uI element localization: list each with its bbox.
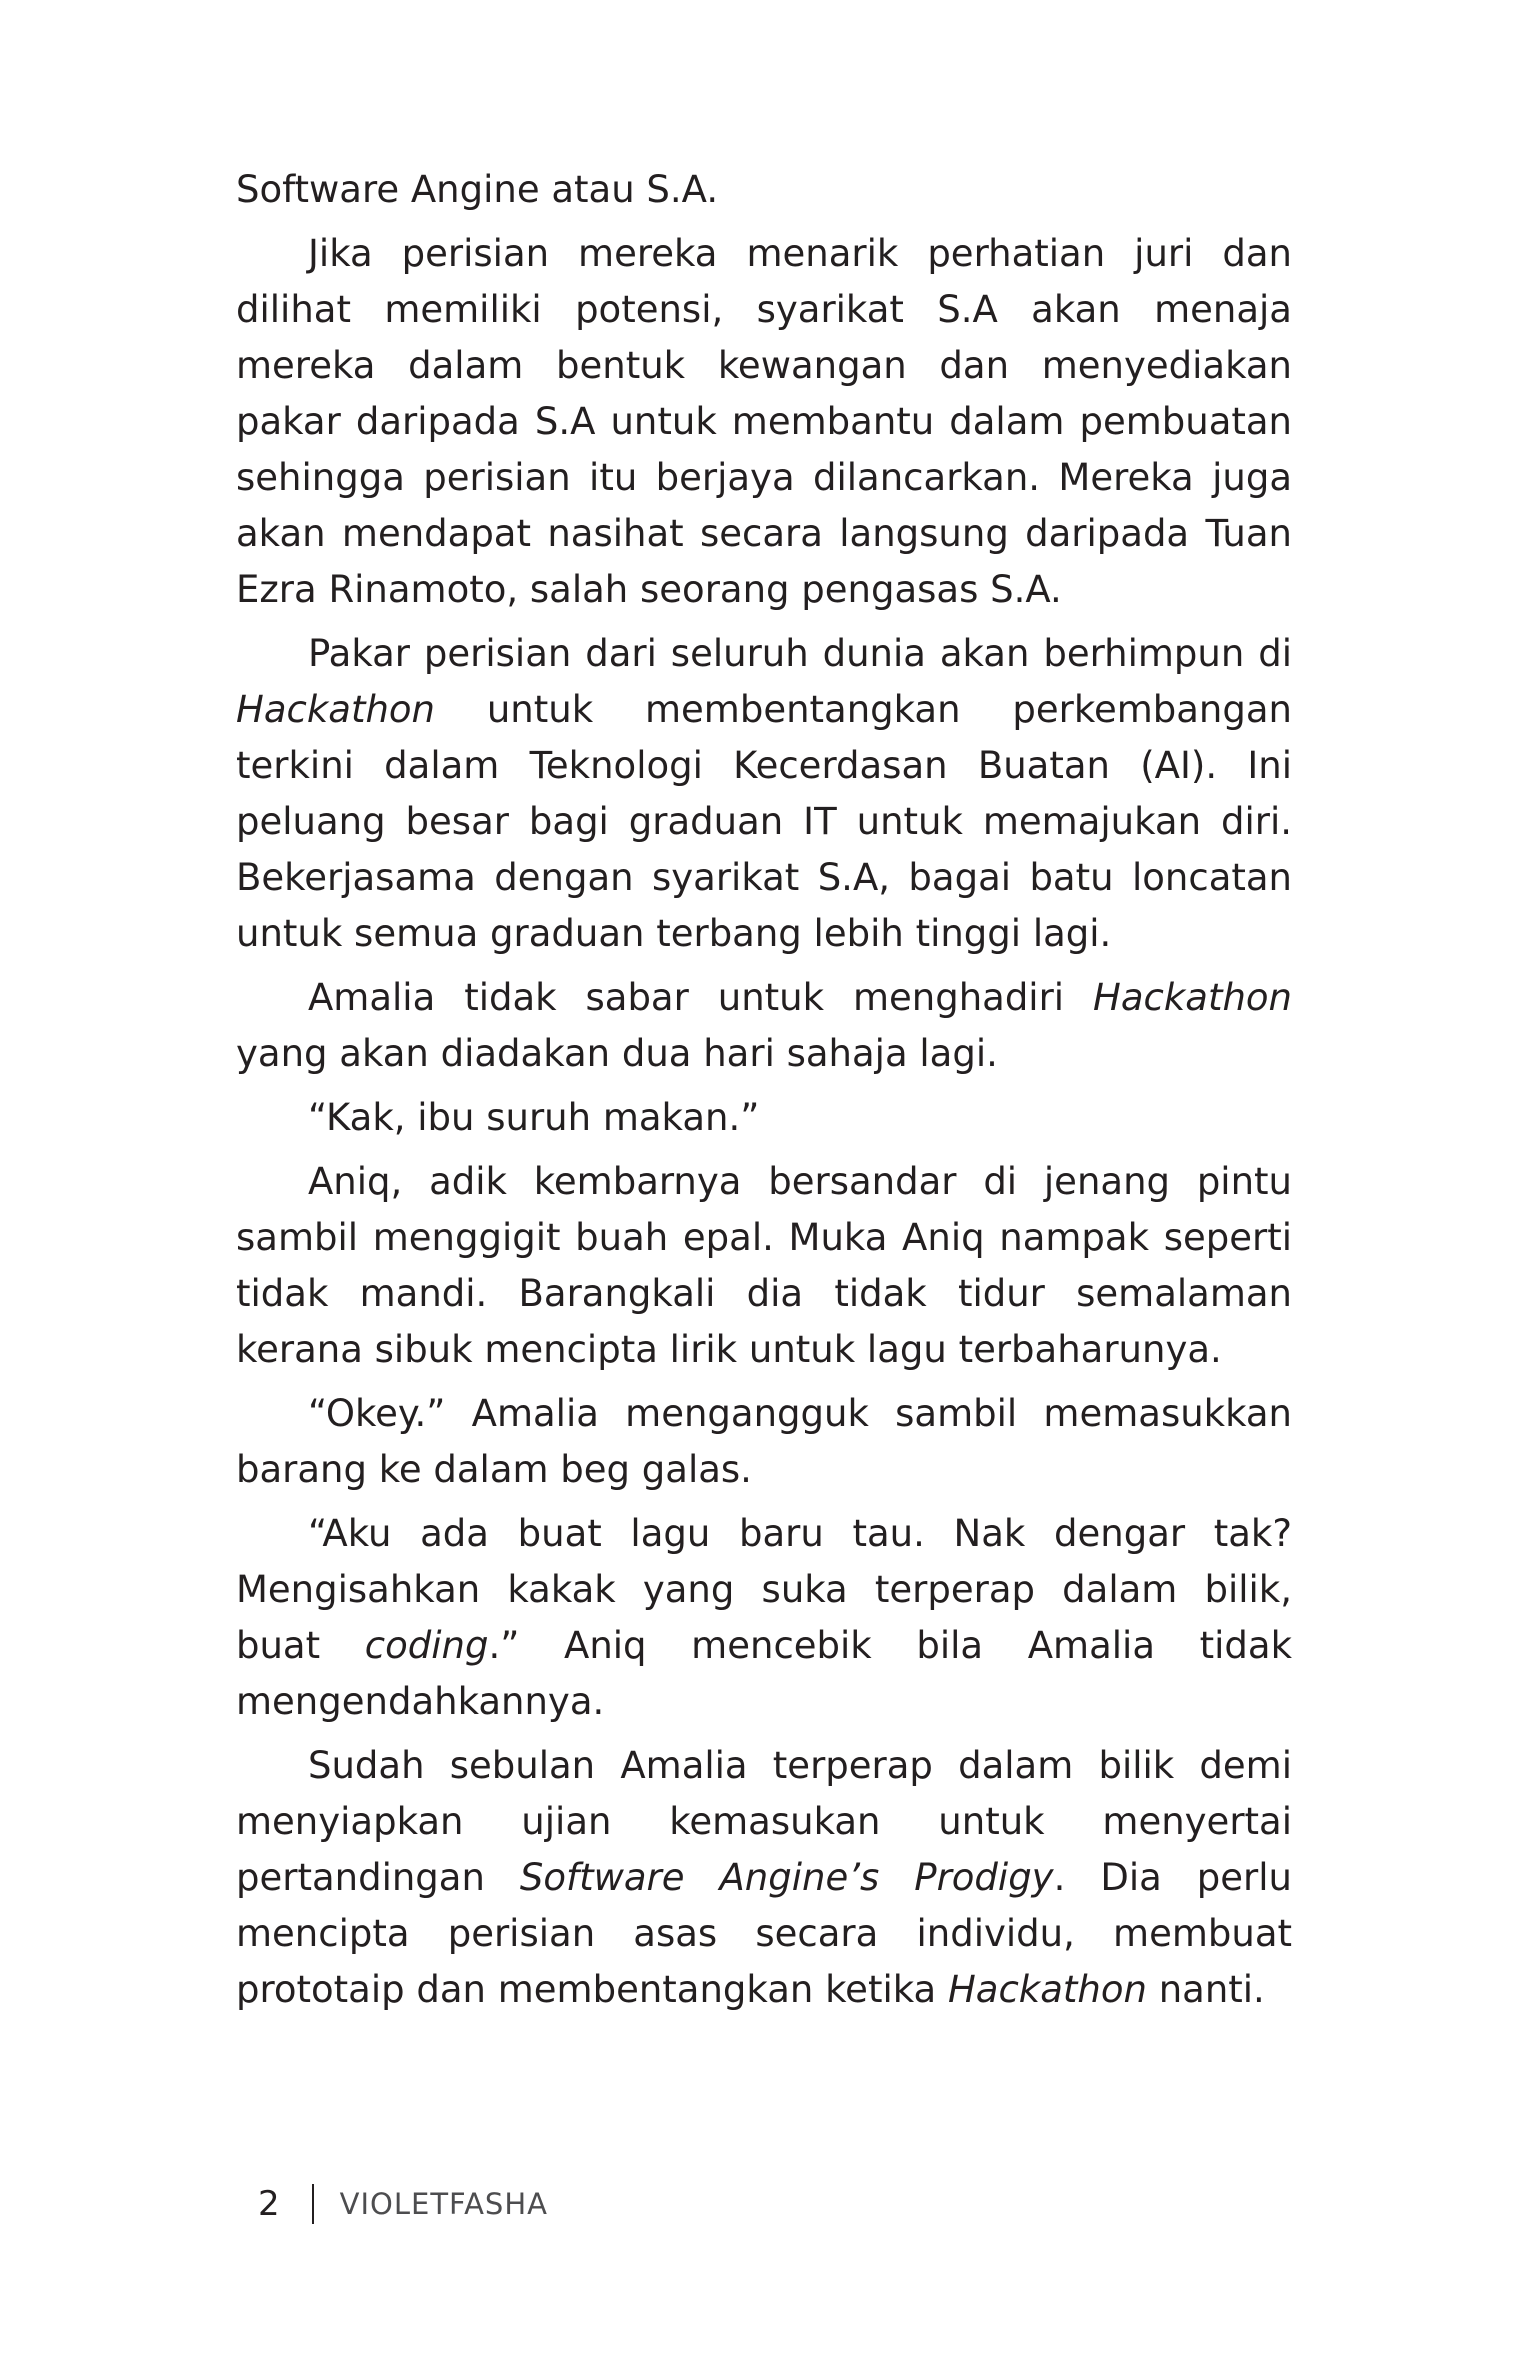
body-text <box>236 162 1292 2026</box>
paragraph-9-italic-b: Hackathon <box>947 1968 1147 2011</box>
author-name: VIOLETFASHA <box>339 2187 548 2221</box>
paragraph-3 <box>236 626 1292 962</box>
paragraph-9-text-c: nanti. <box>1146 1968 1265 2011</box>
page-number: 2 <box>258 2184 280 2224</box>
paragraph-4-text-a: Amalia tidak sabar untuk menghadiri <box>308 976 1094 1019</box>
paragraph-4-italic: Hackathon <box>1093 976 1292 1019</box>
paragraph-7-text: “Okey.” Amalia mengangguk sambil memasukkan barang ke dalam beg galas. <box>236 1392 1292 1491</box>
page-footer <box>258 2180 548 2228</box>
footer-divider <box>312 2184 314 2224</box>
paragraph-9-text-b: . Dia perlu mencipta perisian asas secara individu, membuat prototaip dan membentangkan ketika <box>236 1856 1292 2011</box>
paragraph-5-text: “Kak, ibu suruh makan.” <box>308 1096 760 1139</box>
paragraph-3-text-b: untuk membentangkan perkembangan terkini dalam Teknologi Kecerdasan Buatan (AI). Ini peluang besar bagi graduan IT untuk memajukan diri. Bekerjasama dengan syarikat S.A, bagai batu loncatan untuk semua graduan terbang lebih tinggi lagi. <box>236 688 1292 955</box>
paragraph-8-text-a: “Aku ada buat lagu baru tau. Nak dengar tak? Mengisahkan kakak yang suka terperap dalam bilik, buat <box>236 1512 1292 1667</box>
paragraph-9-text-a: Sudah sebulan Amalia terperap dalam bilik demi menyiapkan ujian kemasukan untuk menyertai pertandingan <box>236 1744 1292 1899</box>
paragraph-7 <box>236 1386 1292 1498</box>
paragraph-8-text-b: .” Aniq mencebik bila Amalia tidak mengendahkannya. <box>236 1624 1292 1723</box>
paragraph-6-text: Aniq, adik kembarnya bersandar di jenang pintu sambil menggigit buah epal. Muka Aniq nampak seperti tidak mandi. Barangkali dia tidak tidur semalaman kerana sibuk mencipta lirik untuk lagu terbaharunya. <box>236 1160 1292 1371</box>
paragraph-9 <box>236 1738 1292 2018</box>
paragraph-1 <box>236 162 1292 218</box>
paragraph-1-text: Software Angine atau S.A. <box>236 168 719 211</box>
paragraph-8-italic: coding <box>364 1624 489 1667</box>
paragraph-3-text-a: Pakar perisian dari seluruh dunia akan berhimpun di <box>308 632 1292 675</box>
paragraph-5 <box>236 1090 1292 1146</box>
paragraph-3-italic: Hackathon <box>236 688 435 731</box>
paragraph-4 <box>236 970 1292 1082</box>
paragraph-4-text-b: yang akan diadakan dua hari sahaja lagi. <box>236 1032 998 1075</box>
paragraph-2-text: Jika perisian mereka menarik perhatian juri dan dilihat memiliki potensi, syarikat S.A akan menaja mereka dalam bentuk kewangan dan menyediakan pakar daripada S.A untuk membantu dalam pembuatan sehingga perisian itu berjaya dilancarkan. Mereka juga akan mendapat nasihat secara langsung daripada Tuan Ezra Rinamoto, salah seorang pengasas S.A. <box>236 232 1292 611</box>
paragraph-6 <box>236 1154 1292 1378</box>
paragraph-8 <box>236 1506 1292 1730</box>
paragraph-2 <box>236 226 1292 618</box>
paragraph-9-italic-a: Software Angine’s Prodigy <box>519 1856 1054 1899</box>
